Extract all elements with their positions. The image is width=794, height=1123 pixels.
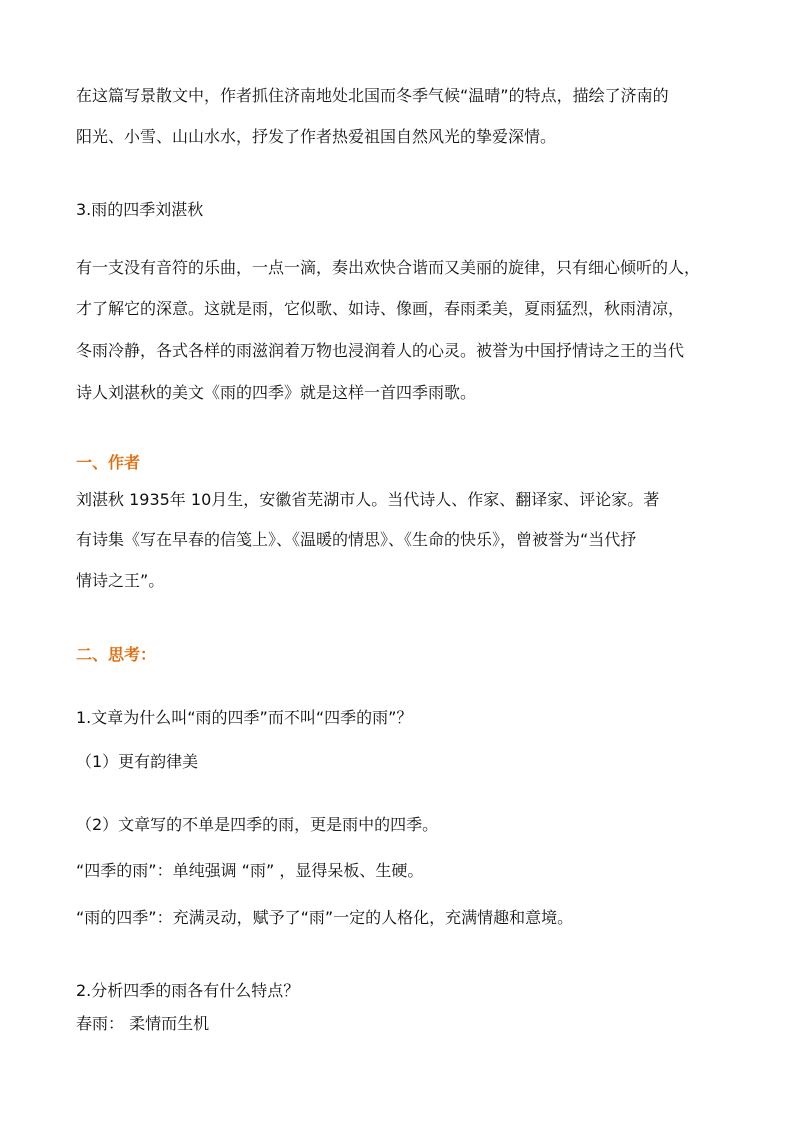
paragraph-line-2: 才了解它的深意。这就是雨，它似歌、如诗、像画，春雨柔美，夏雨猛烈，秋雨清凉， xyxy=(76,299,685,318)
answer-1-3: “四季的雨”：单纯强调 “雨” ，显得呆板、生硬。 xyxy=(76,861,424,880)
intro-line-2: 阳光、小雪、山山水水，抒发了作者热爱祖国自然风光的挚爱深情。 xyxy=(76,127,557,146)
intro-line-1: 在这篇写景散文中，作者抓住济南地处北国而冬季气候“温晴”的特点，描绘了济南的 xyxy=(76,86,669,105)
author-line-3: 情诗之王”。 xyxy=(76,571,165,590)
answer-1-2: （2）文章写的不单是四季的雨，更是雨中的四季。 xyxy=(76,815,439,834)
author-heading: 一、作者 xyxy=(76,453,141,472)
answer-2-1: 春雨： 柔情而生机 xyxy=(76,1014,210,1033)
answer-1-1: （1）更有韵律美 xyxy=(76,752,199,771)
paragraph-line-4: 诗人刘湛秋的美文《雨的四季》就是这样一首四季雨歌。 xyxy=(76,383,477,402)
author-line-2: 有诗集《写在早春的信笺上》、《温暖的情思》、《生命的快乐》，曾被誉为“当代抒 xyxy=(76,530,637,549)
question-2: 2.分析四季的雨各有什么特点？ xyxy=(76,981,300,1000)
answer-1-4: “雨的四季”：充满灵动，赋予了“雨”一定的人格化，充满情趣和意境。 xyxy=(76,908,574,927)
thinking-heading: 二、思考： xyxy=(76,645,157,664)
section-title: 3.雨的四季刘湛秋 xyxy=(76,200,204,219)
paragraph-line-1: 有一支没有音符的乐曲，一点一滴，奏出欢快合谐而又美丽的旋律，只有细心倾听的人， xyxy=(76,258,701,277)
author-line-1: 刘湛秋 1935年 10月生，安徽省芜湖市人。当代诗人、作家、翻译家、评论家。著 xyxy=(76,490,660,509)
paragraph-line-3: 冬雨冷静，各式各样的雨滋润着万物也浸润着人的心灵。被誉为中国抒情诗之王的当代 xyxy=(76,341,685,360)
question-1: 1.文章为什么叫“雨的四季”而不叫“四季的雨”？ xyxy=(76,708,413,727)
